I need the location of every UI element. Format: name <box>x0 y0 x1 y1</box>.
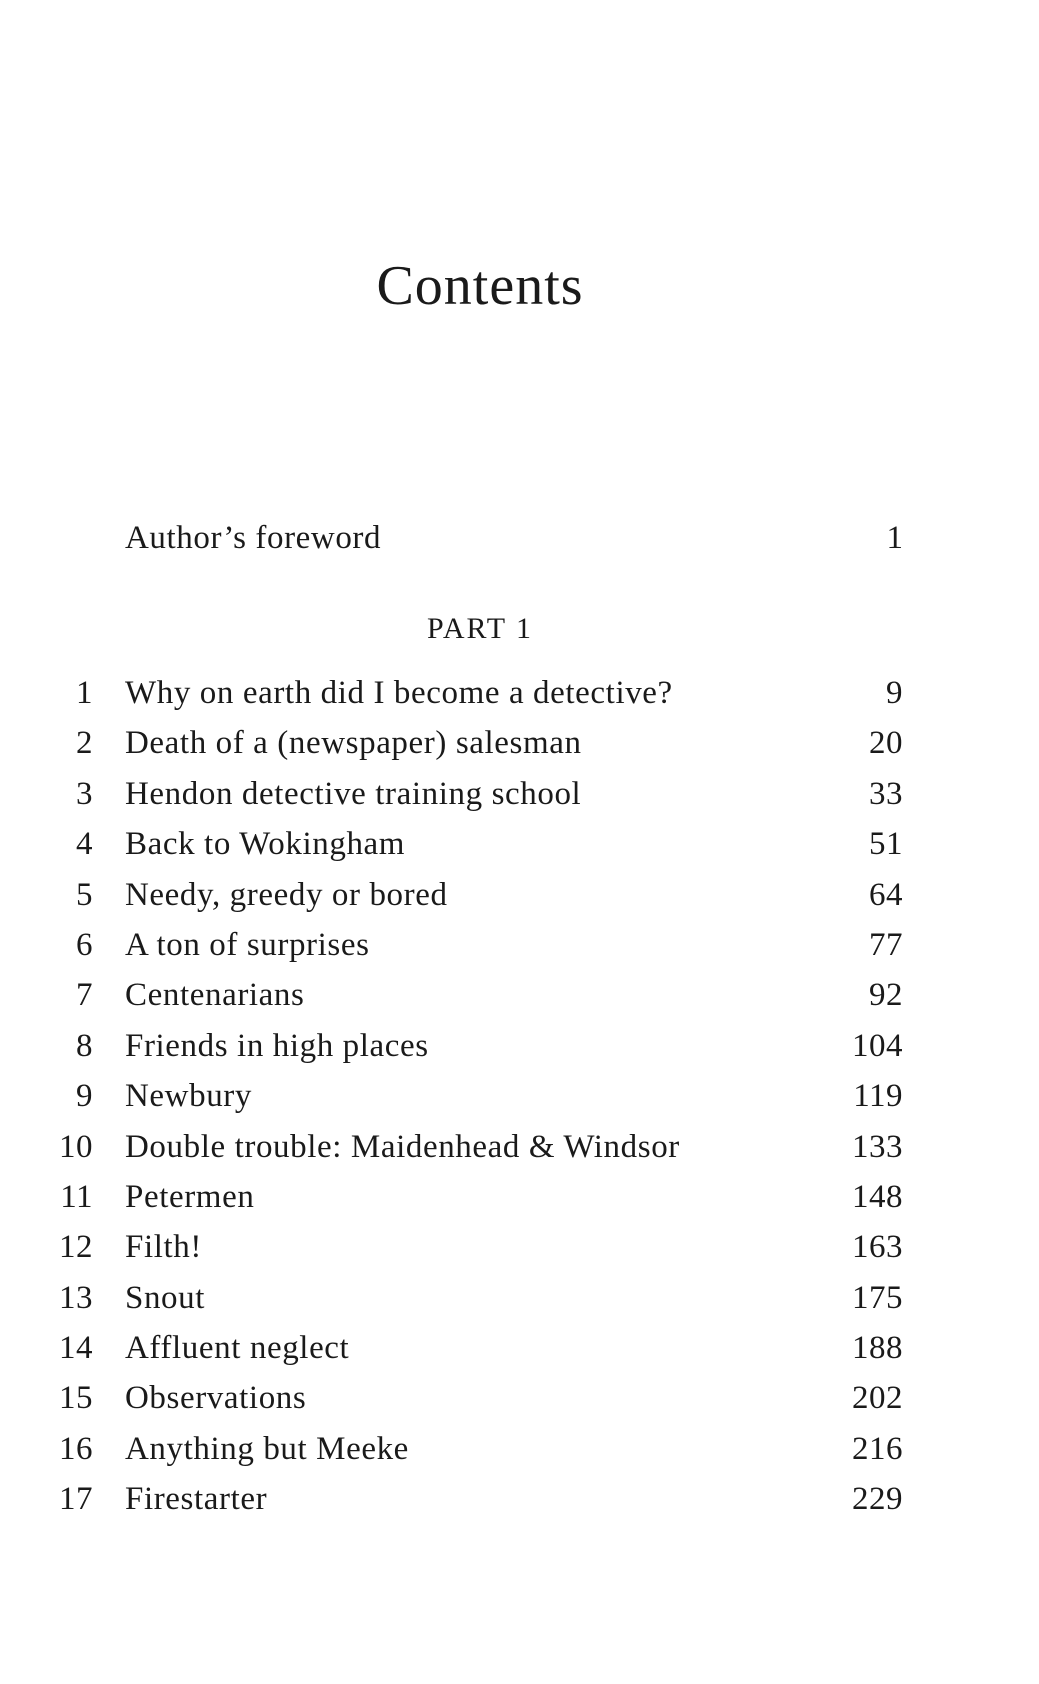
chapter-number: 3 <box>76 775 93 812</box>
chapter-title: Back to Wokingham <box>125 826 406 863</box>
chapter-number: 1 <box>76 675 93 711</box>
toc-chapter-row[interactable] <box>55 1323 903 1373</box>
chapter-page-number: 92 <box>869 977 903 1014</box>
chapter-page-number: 119 <box>853 1078 903 1115</box>
page-title: Contents <box>376 255 584 317</box>
chapter-page-number: 33 <box>869 775 903 812</box>
part-heading: PART 1 <box>426 612 534 645</box>
chapter-number: 16 <box>59 1430 93 1467</box>
chapter-number: 15 <box>59 1380 93 1417</box>
chapter-title: Hendon detective training school <box>125 775 582 812</box>
chapter-title: Snout <box>125 1279 206 1316</box>
chapter-title: Anything but Meeke <box>125 1430 409 1467</box>
chapter-page-number: 163 <box>852 1229 903 1266</box>
chapter-title: Affluent neglect <box>125 1330 350 1367</box>
chapter-number: 6 <box>76 926 93 963</box>
toc-chapter-row[interactable] <box>55 1373 903 1423</box>
toc-chapter-row[interactable] <box>55 1273 903 1323</box>
toc-chapter-row[interactable] <box>55 970 903 1020</box>
chapter-number: 5 <box>76 876 93 913</box>
toc-chapter-list <box>55 668 903 1525</box>
toc-chapter-row[interactable] <box>55 668 903 718</box>
toc-chapter-row[interactable] <box>55 1222 903 1272</box>
chapter-title: Filth! <box>125 1229 202 1266</box>
chapter-page-number: 216 <box>852 1430 903 1467</box>
toc-chapter-row[interactable] <box>55 1021 903 1071</box>
chapter-title: Death of a (newspaper) salesman <box>125 725 582 762</box>
chapter-page-number: 64 <box>869 876 903 913</box>
chapter-page-number: 20 <box>869 725 903 762</box>
chapter-number: 17 <box>59 1481 93 1518</box>
chapter-page-number: 51 <box>869 826 903 863</box>
toc-chapter-row[interactable] <box>55 920 903 970</box>
chapter-title: A ton of surprises <box>125 926 370 963</box>
chapter-page-number: 148 <box>852 1178 903 1215</box>
toc-chapter-row[interactable] <box>55 1474 903 1524</box>
toc-chapter-row[interactable] <box>55 1172 903 1222</box>
chapter-number: 7 <box>76 977 93 1014</box>
toc-foreword-row[interactable] <box>125 520 903 560</box>
chapter-number: 9 <box>76 1078 93 1115</box>
chapter-title: Friends in high places <box>125 1027 429 1064</box>
chapter-page-number: 104 <box>852 1027 903 1064</box>
chapter-number: 11 <box>60 1178 93 1215</box>
chapter-title: Centenarians <box>125 977 305 1014</box>
toc-chapter-row[interactable] <box>55 769 903 819</box>
chapter-number: 2 <box>76 725 93 762</box>
chapter-title: Why on earth did I become a detective? <box>125 675 673 711</box>
chapter-page-number: 133 <box>852 1128 903 1165</box>
chapter-title: Newbury <box>125 1078 252 1115</box>
foreword-page-number: 1 <box>886 520 903 556</box>
chapter-number: 8 <box>76 1027 93 1064</box>
toc-chapter-row[interactable] <box>55 1424 903 1474</box>
chapter-number: 14 <box>59 1330 93 1367</box>
chapter-number: 4 <box>76 826 93 863</box>
toc-chapter-row[interactable] <box>55 819 903 869</box>
toc-chapter-row[interactable] <box>55 870 903 920</box>
chapter-page-number: 188 <box>852 1330 903 1367</box>
chapter-page-number: 202 <box>852 1380 903 1417</box>
foreword-title: Author’s foreword <box>125 520 382 556</box>
chapter-page-number: 9 <box>886 675 903 711</box>
chapter-title: Firestarter <box>125 1481 268 1518</box>
chapter-page-number: 77 <box>869 926 903 963</box>
chapter-page-number: 229 <box>852 1481 903 1518</box>
chapter-number: 13 <box>59 1279 93 1316</box>
toc-chapter-row[interactable] <box>55 1071 903 1121</box>
chapter-page-number: 175 <box>852 1279 903 1316</box>
chapter-number: 12 <box>59 1229 93 1266</box>
toc-chapter-row[interactable] <box>55 718 903 768</box>
chapter-number: 10 <box>59 1128 93 1165</box>
chapter-title: Observations <box>125 1380 307 1417</box>
chapter-title: Double trouble: Maidenhead & Windsor <box>125 1128 680 1165</box>
chapter-title: Needy, greedy or bored <box>125 876 448 913</box>
toc-chapter-row[interactable] <box>55 1122 903 1172</box>
chapter-title: Petermen <box>125 1178 255 1215</box>
